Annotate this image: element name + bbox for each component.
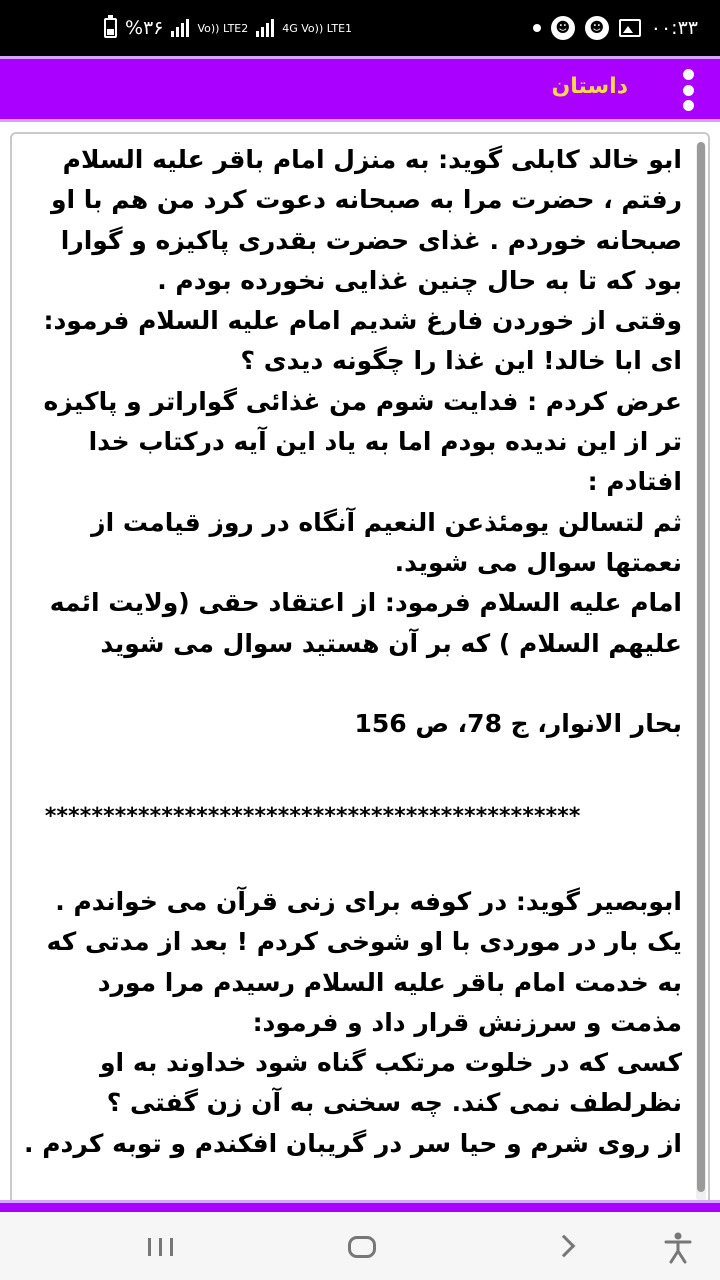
story-text-2: ابوبصیر گوید: در کوفه برای زنی قرآن می خواندم . یک بار در موردی با او شوخی کردم ! بعد از مدتی که به خدمت امام باقر علیه السلام رسیدم مرا مورد مذمت و سرزنش قرار داد و فرمود: کسی که در خلوت مرتکب گناه شود خداوند به او نظرلطف نمی کند. چه سخنی به آن زن گفتی ؟ از روی شرم و حیا سر در گریبان افکندم و توبه کردم . [24,887,682,1158]
story-text-1: ابو خالد کابلی گوید: به منزل امام باقر علیه السلام رفتم ، حضرت مرا به صبحانه دعوت کرد من هم با او صبحانه خوردم . غذای حضرت بقدری پاکیزه و گوارا بود که تا به حال چنین غذایی نخورده بودم . وقتی از خوردن فارغ شدیم امام علیه السلام فرمود: ای ابا خالد! این غذا را چگونه دیدی ؟ عرض کردم : فدایت شوم من غذائی گواراتر و پاکیزه تر از این ندیده بودم اما به یاد این آیه درکتاب خدا افتادم : ثم لتسالن یومئذعن النعیم آنگاه در روز قیامت از نعمتها سوال می شوید. امام علیه السلام فرمود: از اعتقاد حقی (ولایت ائمه علیهم السلام ) که بر آن هستید سوال می شوید بحار الانوار، ج 78، ص 156 [43,145,682,739]
page-title: داستان [551,74,628,99]
status-right [533,16,698,40]
clock: ۰۰:۳۳ [650,17,698,39]
separator: ********************************************** [44,804,580,829]
app-bar [0,56,720,122]
app-notification-icon: ☻ [551,16,575,40]
story-content[interactable] [0,122,720,1208]
status-left [104,17,352,39]
status-bar [0,0,720,56]
accessibility-icon[interactable] [664,1232,692,1264]
back-icon[interactable] [553,1235,576,1258]
signal-strength-icon [171,19,189,37]
home-icon[interactable] [348,1236,376,1258]
system-nav-bar [0,1212,720,1280]
overflow-menu-icon[interactable] [674,69,702,111]
battery-icon [104,18,117,38]
battery-level: %۳۶ [125,17,164,39]
scrollbar-thumb[interactable] [697,142,705,1192]
notification-dot-icon [533,24,541,32]
app-notification-icon: ☻ [585,16,609,40]
signal-strength-icon [256,19,274,37]
sim2-label: Vo)) LTE2 [197,21,249,35]
sim1-label: 4G Vo)) LTE1 [282,21,353,35]
recents-icon[interactable] [148,1238,173,1256]
gallery-icon [619,19,641,37]
bottom-bar [0,1200,720,1212]
scrollbar[interactable] [696,142,706,1202]
